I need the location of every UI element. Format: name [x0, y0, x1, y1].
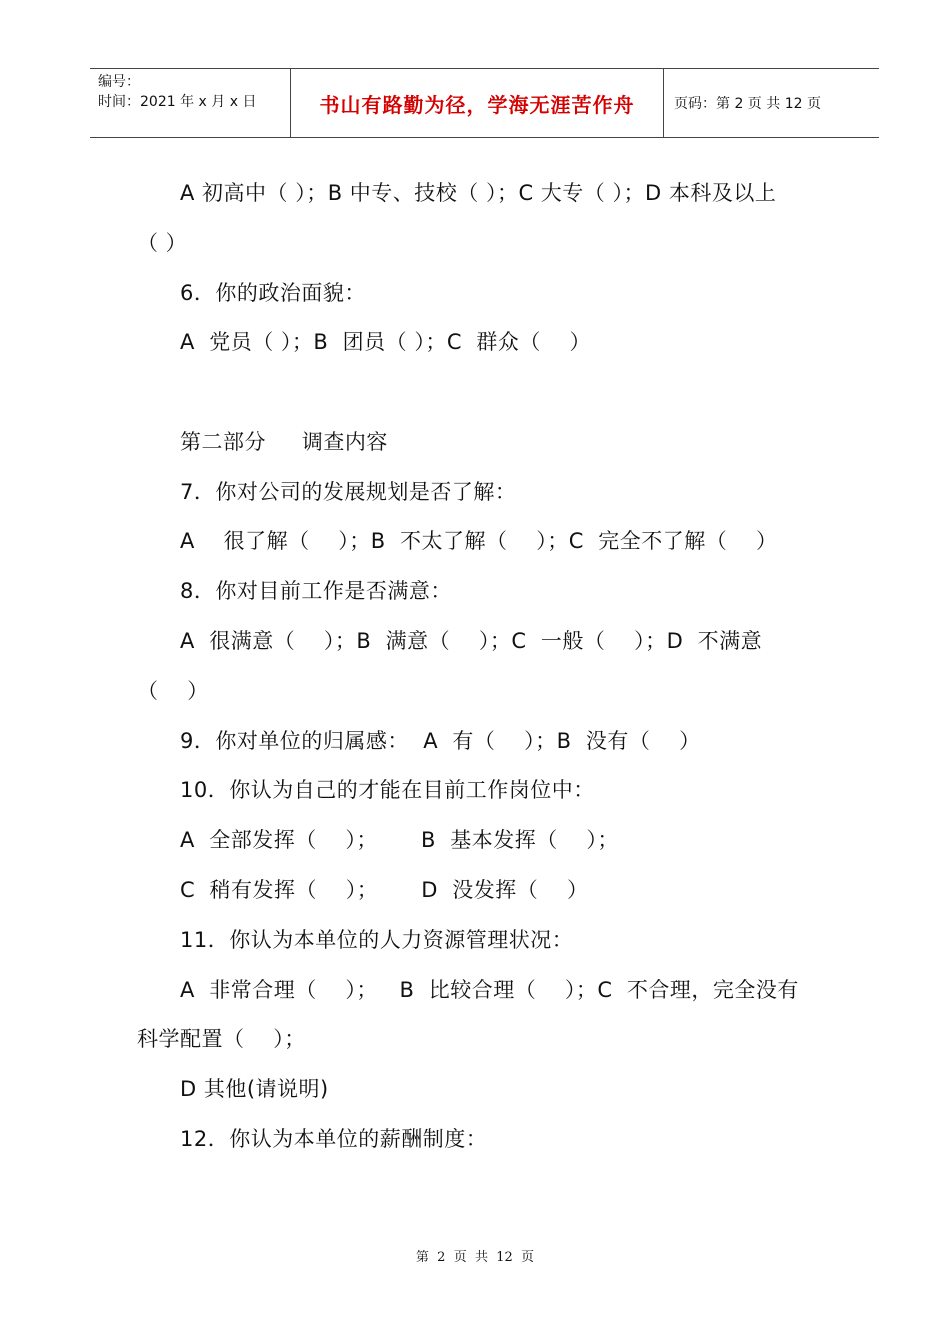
header-page-number: 页码：第 2 页 共 12 页 [674, 96, 821, 112]
header-meta [90, 69, 290, 137]
q6-options: A 党员（ ）；B 团员（ ）；C 群众（ ） [180, 330, 592, 354]
q8-question: 8．你对目前工作是否满意： [180, 579, 452, 603]
q9-question: 9．你对单位的归属感： A 有（ ）；B 没有（ ） [180, 729, 701, 753]
q11-question: 11．你认为本单位的人力资源管理状况： [180, 928, 574, 952]
q11-option-d: D 其他(请说明) [180, 1077, 329, 1101]
q7-question: 7．你对公司的发展规划是否了解： [180, 480, 517, 504]
page-header [90, 68, 879, 138]
section-heading: 第二部分 调查内容 [180, 430, 388, 454]
q5-options-cont: （ ） [137, 231, 188, 255]
q6-question: 6．你的政治面貌： [180, 281, 366, 305]
q11-options-cont: 科学配置（ ）； [137, 1027, 306, 1051]
q11-options: A 非常合理（ ）； B 比较合理（ ）；C 不合理，完全没有 [180, 978, 799, 1002]
page-footer: 第 2 页 共 12 页 [415, 1250, 535, 1265]
q12-question: 12．你认为本单位的薪酬制度： [180, 1127, 488, 1151]
q7-options: A 很了解（ ）；B 不太了解（ ）；C 完全不了解（ ） [180, 529, 778, 553]
q10-question: 10．你认为自己的才能在目前工作岗位中： [180, 778, 595, 802]
q10-options-1: A 全部发挥（ ）； B 基本发挥（ ）； [180, 828, 619, 852]
document-number-label: 编号： [98, 74, 140, 90]
document-date-label: 时间：2021 年 x 月 x 日 [98, 94, 257, 110]
q8-options: A 很满意（ ）；B 满意（ ）；C 一般（ ）；D 不满意 [180, 629, 763, 653]
q5-options: A 初高中（ ）；B 中专、技校（ ）；C 大专（ ）；D 本科及以上 [180, 181, 777, 205]
header-motto: 书山有路勤为径，学海无涯苦作舟 [290, 69, 664, 137]
q8-options-cont: （ ） [137, 679, 209, 703]
q10-options-2: C 稍有发挥（ ）； D 没发挥（ ） [180, 878, 589, 902]
